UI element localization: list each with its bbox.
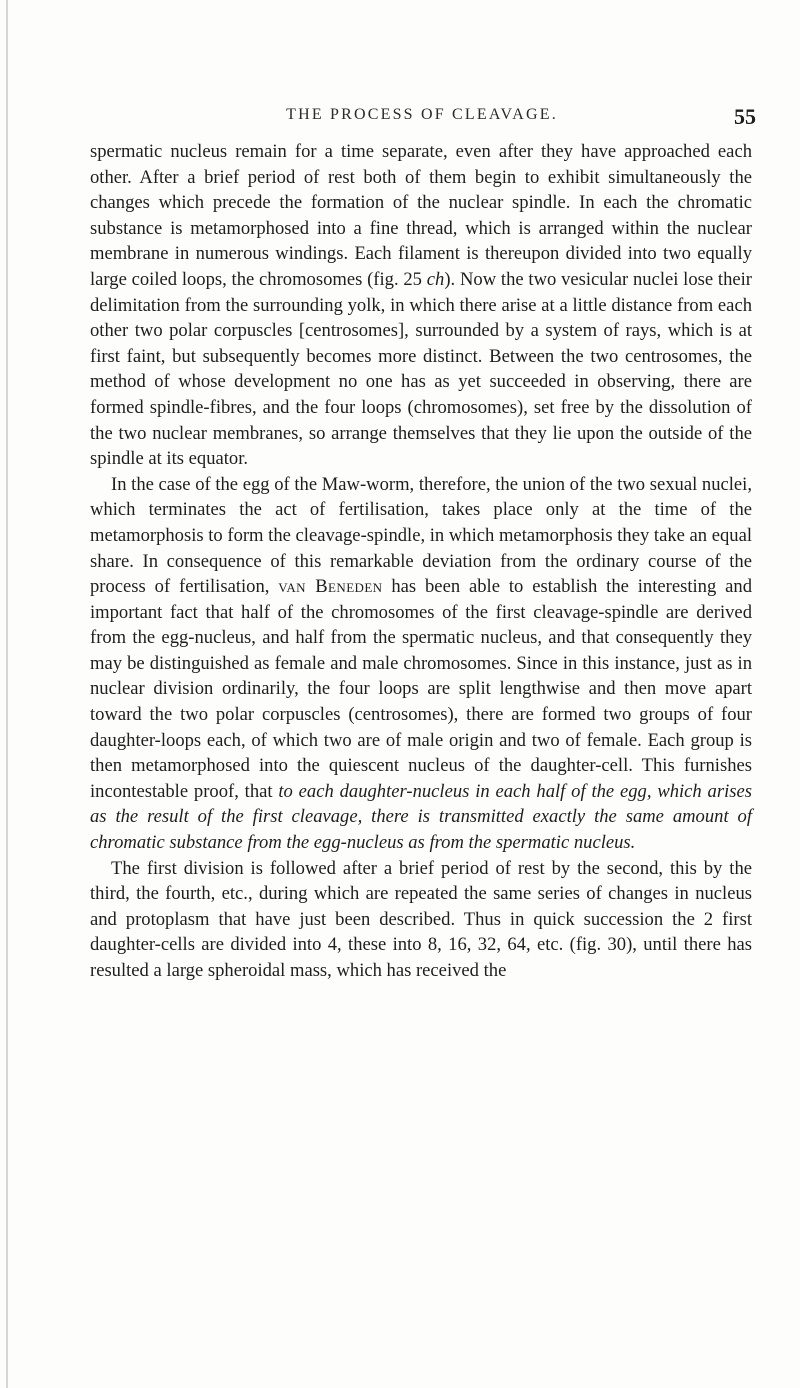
text-segment: spermatic nucleus remain for a time separate, even after they have approached each other. After a brief period of rest both of them begin to exhibit simultaneously the changes which precede the formation of the nuclear spindle. In each the chromatic substance is metamorphosed into a fine thread, which is arranged within the nuclear membrane in numerous windings. Each filament is thereupon divided into two equally large coiled loops, the chromosomes (fig. 25 (90, 141, 752, 290)
paragraph-1 (90, 139, 752, 472)
page-number: 55 (734, 104, 756, 129)
text-segment: The first division is followed after a brief period of rest by the second, this by the third, the fourth, etc., during which are repeated the same series of changes in nucleus and protoplasm that have just been described. Thus in quick succession the 2 first daughter-cells are divided into 4, these into 8, 16, 32, 64, etc. (fig. 30), until there has resulted a large spheroidal mass, which has received the (90, 857, 752, 981)
running-title: THE PROCESS OF CLEAVAGE. (286, 106, 558, 123)
italic-segment: ch (426, 268, 445, 290)
text-segment: has been able to establish the interesting and important fact that half of the chromosomes of the first cleavage-spindle are derived from the egg-nucleus, and half from the spermatic nucleus, and that consequently they may be distinguished as female and male chromosomes. Since in this instance, just as in nuclear division ordinarily, the four loops are split lengthwise and then move apart toward the two polar corpuscles (centrosomes), there are formed two groups of four daughter-loops each, of which two are of male origin and two of female. Each group is then metamorphosed into the quiescent nucleus of the daughter-cell. This furnishes incontestable proof, that (90, 576, 752, 802)
author-name-smallcaps: van Beneden (278, 576, 383, 598)
paragraph-2 (90, 472, 752, 856)
running-head (88, 106, 756, 130)
body-text (90, 139, 752, 984)
text-segment: In the case of the egg of the Maw-worm, therefore, the union of the two sexual nuclei, which terminates the act of fertilisation, takes place only at the time of the metamorphosis to form the cleavage-spindle, in which metamorphosis they take an equal share. In consequence of this remarkable deviation from the ordinary course of the process of fertilisation, (90, 473, 752, 598)
text-segment: ). Now the two vesicular nuclei lose their delimitation from the surrounding yolk, in which there arise at a little distance from each other two polar corpuscles [centrosomes], surrounded by a system of rays, which is at first faint, but subsequently becomes more distinct. Between the two centrosomes, the method of whose development no one has as yet succeeded in observing, there are formed spindle-fibres, and the four loops (chromosomes), set free by the dissolution of the two nuclear membranes, so arrange themselves that they lie upon the outside of the spindle at its equator. (90, 268, 752, 470)
italic-segment: to each daughter-nucleus in each half of the egg, which arises as the result of the first cleavage, there is transmitted exactly the same amount of chromatic substance from the egg-nucleus as from the spermatic nucleus. (90, 780, 752, 854)
page-gutter-edge (6, 0, 8, 1388)
paragraph-3 (90, 856, 752, 984)
